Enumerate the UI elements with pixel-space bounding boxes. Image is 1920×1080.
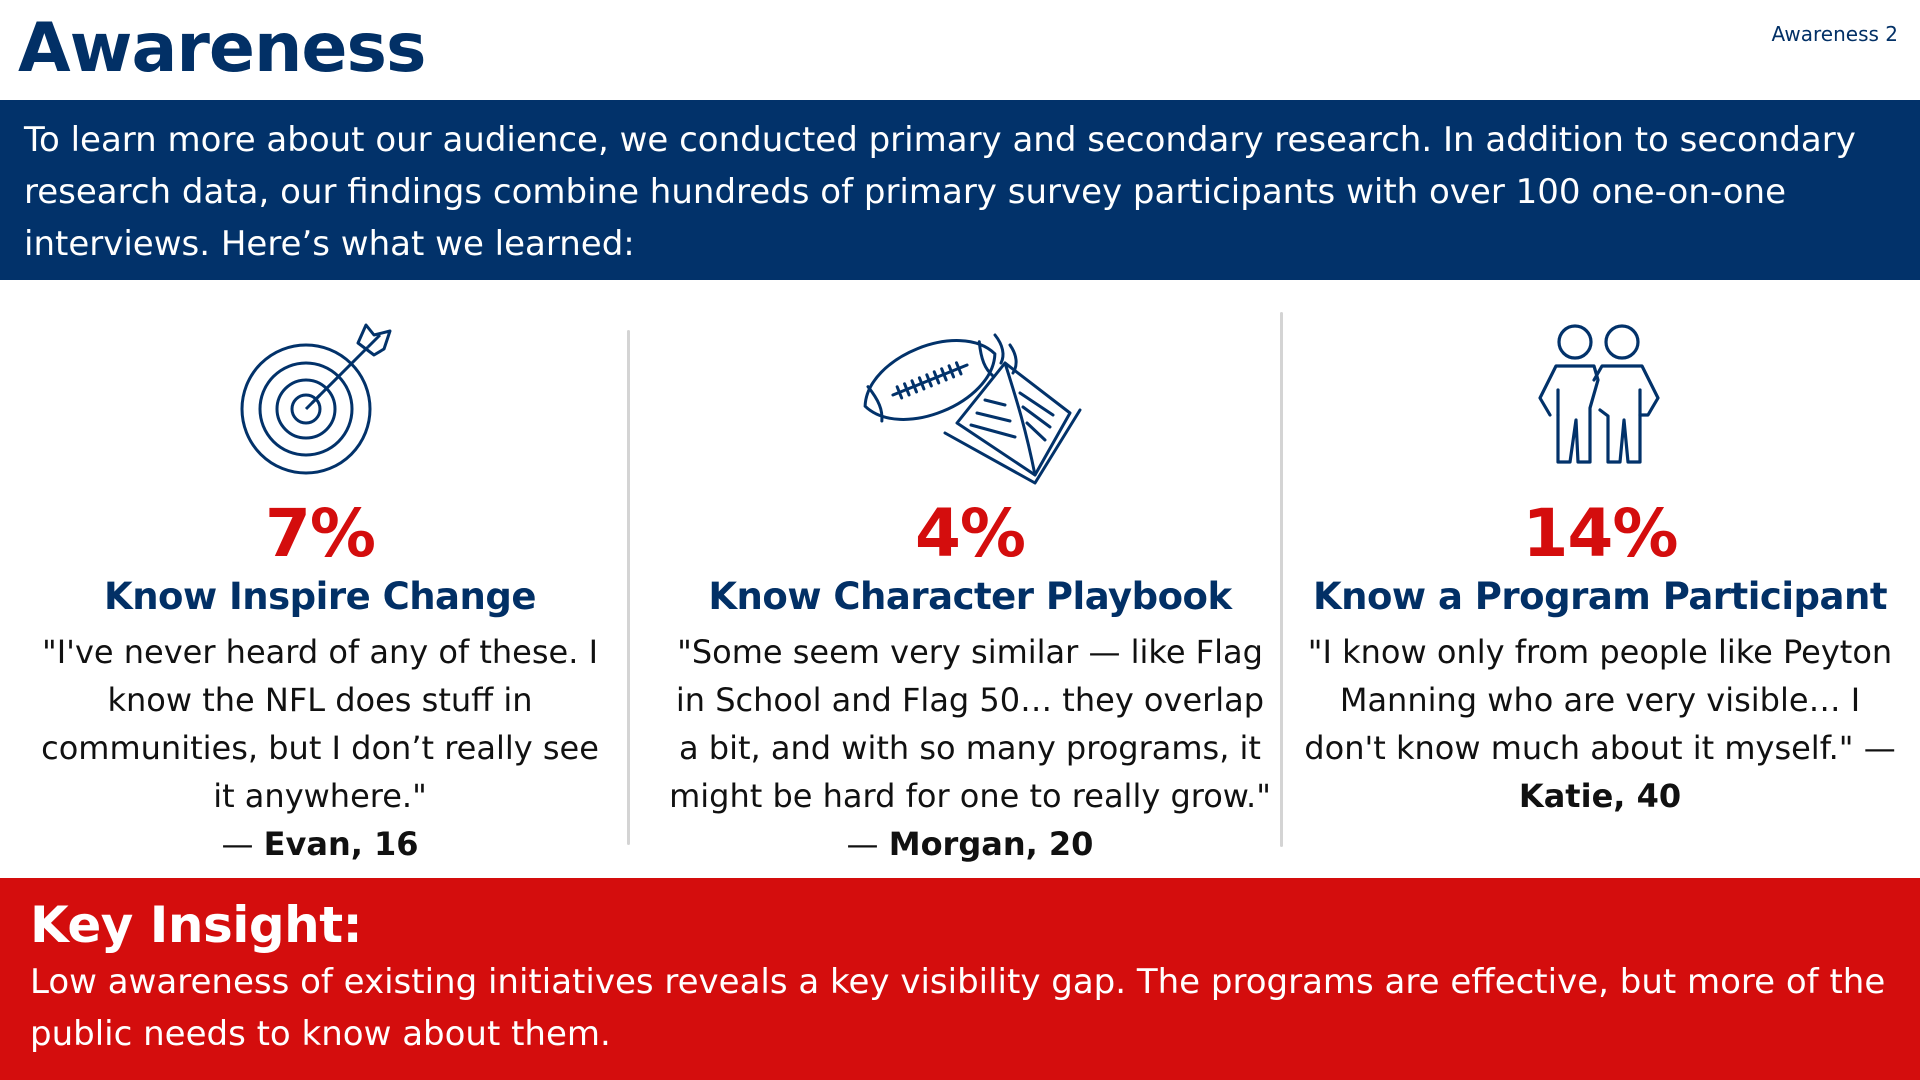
stat-value: 7%	[264, 495, 376, 572]
stat-heading: Know a Program Participant	[1312, 575, 1888, 618]
quote-text: "Some seem very similar — like Flag in School and Flag 50… they overlap a bit, and with so many programs, it might be hard for one to really grow."	[669, 633, 1271, 815]
quote-attribution-prefix: —	[1853, 729, 1896, 767]
people-icon	[1530, 320, 1670, 470]
insight-text: Low awareness of existing initiatives reveals a key visibility gap. The programs are effective, but more of the public needs to know about them.	[30, 962, 1886, 1054]
target-icon	[240, 315, 400, 475]
slide-label: Awareness 2	[1771, 22, 1898, 46]
quote	[1295, 628, 1905, 820]
column-divider	[1280, 312, 1283, 847]
football-book-icon	[845, 305, 1095, 485]
stat-heading: Know Inspire Change	[104, 575, 536, 618]
key-insight-banner	[0, 878, 1920, 1080]
stat-column-character-playbook	[665, 300, 1275, 868]
insight-title: Key Insight:	[30, 896, 363, 954]
stat-heading: Know Character Playbook	[708, 575, 1232, 618]
quote-text: "I've never heard of any of these. I know the NFL does stuff in communities, but I don’t really see it anywhere."	[41, 633, 599, 815]
intro-banner	[0, 100, 1920, 280]
page-title: Awareness	[18, 9, 426, 88]
stat-column-inspire-change	[40, 300, 600, 868]
quote-text: "I know only from people like Peyton Manning who are very visible… I don't know much about it myself."	[1304, 633, 1893, 767]
quote-attribution: Morgan, 20	[888, 825, 1094, 863]
quote-attribution-prefix: —	[221, 825, 264, 863]
stat-value: 4%	[914, 495, 1026, 572]
quote-attribution-prefix: —	[846, 825, 889, 863]
quote	[665, 628, 1275, 868]
quote-attribution: Evan, 16	[263, 825, 419, 863]
intro-text: To learn more about our audience, we conducted primary and secondary research. In addition to secondary research data, our findings combine hundreds of primary survey participants with over 100 one-on-one interviews. Here’s what we learned:	[24, 120, 1856, 264]
quote-attribution: Katie, 40	[1518, 777, 1682, 815]
stat-value: 14%	[1522, 495, 1678, 572]
quote	[40, 628, 600, 868]
stat-column-program-participant	[1295, 300, 1905, 820]
column-divider	[627, 330, 630, 845]
